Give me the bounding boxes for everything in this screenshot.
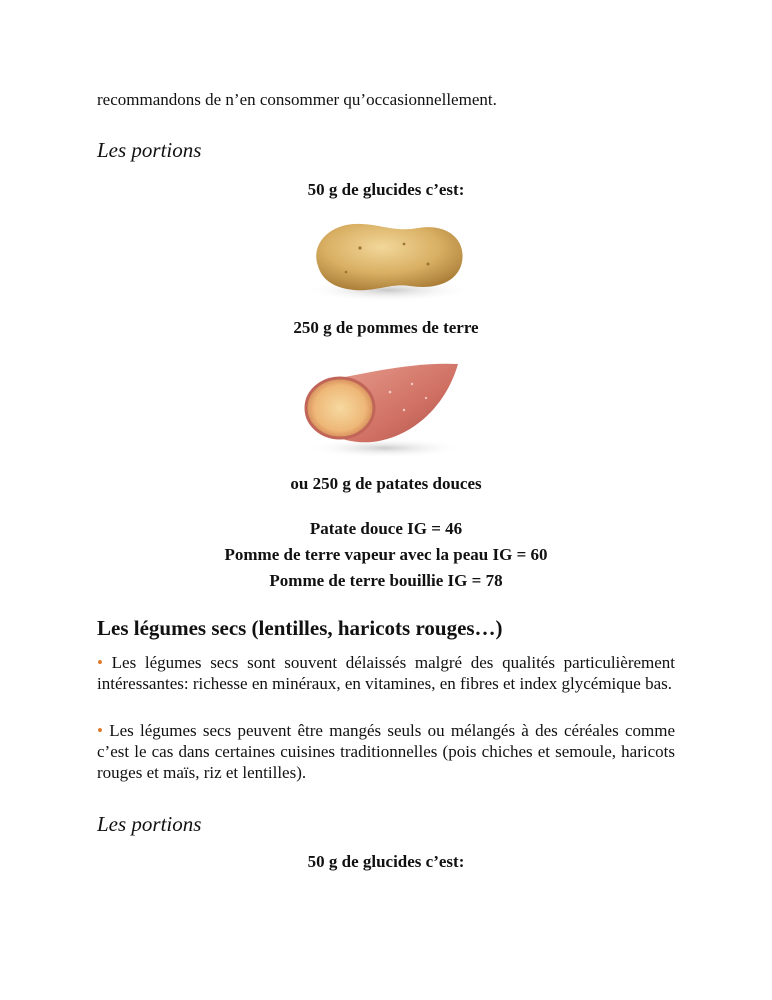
carbs-label: 50 g de glucides c’est: — [307, 180, 465, 199]
glycemic-index-list — [0, 516, 772, 594]
portions-heading: Les portions — [97, 812, 202, 836]
potato-caption: 250 g de pommes de terre — [293, 318, 479, 337]
potato-icon — [300, 214, 476, 306]
portions-heading: Les portions — [97, 138, 202, 162]
sweet-potato-caption: ou 250 g de patates douces — [290, 474, 482, 493]
bullet-text: Les légumes secs peuvent être mangés seuls ou mélangés à des céréales comme c’est le cas dans certaines cuisines traditionnelles (pois chiches et semoule, haricots rouges et maïs, riz et lentilles). — [97, 721, 675, 782]
ig-item: Pomme de terre vapeur avec la peau IG = 60 — [224, 545, 548, 564]
bullet-paragraph — [97, 720, 675, 783]
ig-item: Patate douce IG = 46 — [309, 519, 463, 538]
bullet-text: Les légumes secs sont souvent délaissés malgré des qualités particulièrement intéressantes: richesse en minéraux, en vitamines, en fibres et index glycémique bas. — [97, 653, 676, 693]
paragraph-continuation: recommandons de n’en consommer qu’occasionnellement. — [97, 90, 497, 109]
bullet-icon: • — [97, 653, 103, 672]
sweet-potato-icon — [300, 352, 470, 460]
ig-item: Pomme de terre bouillie IG = 78 — [269, 571, 503, 590]
section-heading: Les légumes secs (lentilles, haricots rouges…) — [97, 616, 503, 640]
carbs-label: 50 g de glucides c’est: — [307, 852, 465, 871]
bullet-paragraph — [97, 652, 675, 694]
bullet-icon: • — [97, 721, 103, 740]
